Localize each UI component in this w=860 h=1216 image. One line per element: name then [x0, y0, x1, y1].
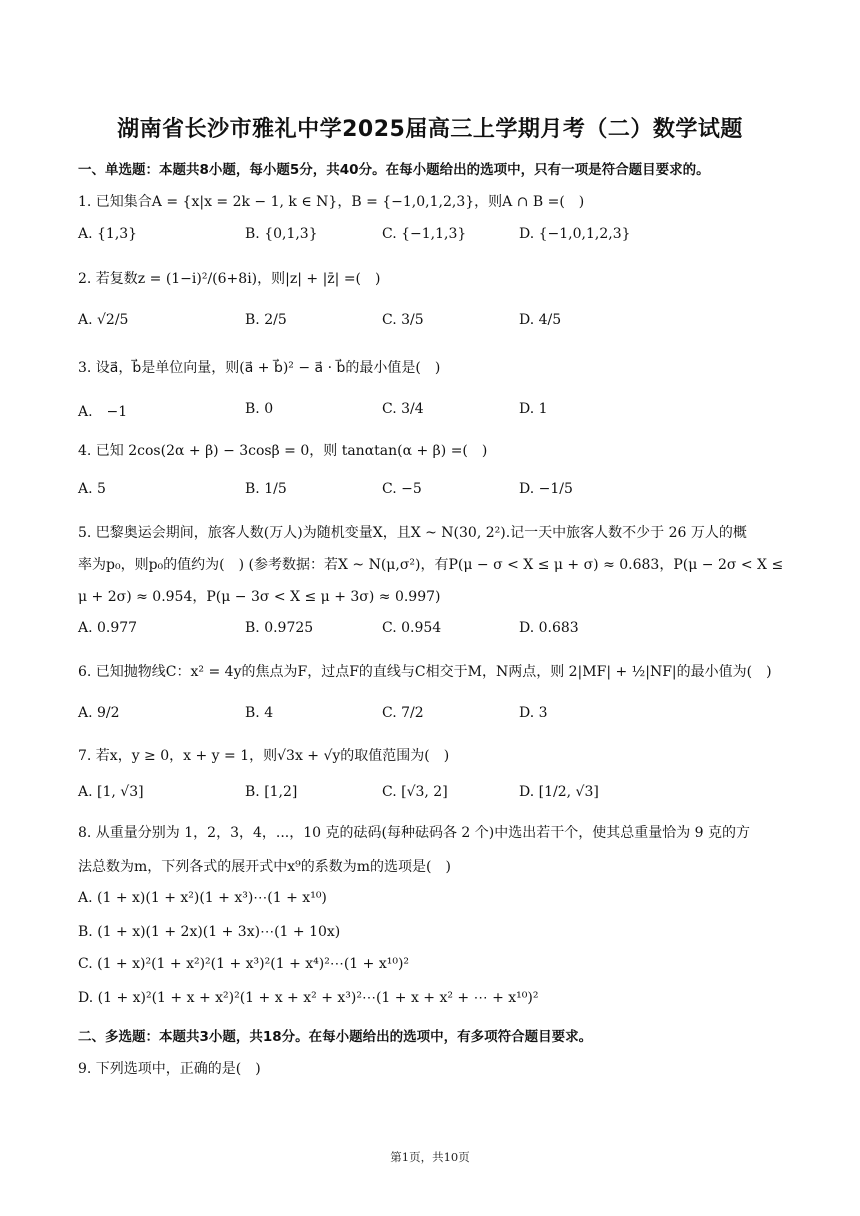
q4-option-b: B. 1/5 [245, 481, 287, 497]
q4-option-a: A. 5 [78, 481, 106, 497]
question-9-stem: 9. 下列选项中，正确的是( ) [78, 1061, 261, 1077]
page-title: 湖南省长沙市雅礼中学2025届高三上学期月考（二）数学试题 [117, 117, 743, 142]
q3-option-a: A. −1 [78, 404, 128, 420]
q5-option-a: A. 0.977 [78, 620, 138, 636]
q7-option-b: B. [1,2] [245, 784, 298, 800]
q8-option-c: C. (1 + x)²(1 + x²)²(1 + x³)²(1 + x⁴)²⋯(1 + x¹⁰)² [78, 956, 410, 972]
q2-option-a: A. √2/5 [78, 312, 129, 328]
q1-option-c: C. {−1,1,3} [382, 226, 467, 242]
question-3-stem: 3. 设a⃗，b⃗是单位向量，则(a⃗ + b⃗)² − a⃗ · b⃗的最小值是( ) [78, 360, 441, 376]
question-5-stem-line-3: μ + 2σ) ≈ 0.954，P(μ − 3σ < X ≤ μ + 3σ) ≈ 0.997) [78, 589, 441, 605]
q7-option-a: A. [1, √3] [78, 784, 144, 800]
page-footer: 第1页，共10页 [390, 1150, 470, 1164]
q7-option-c: C. [√3, 2] [382, 784, 448, 800]
q6-option-c: C. 7/2 [382, 705, 424, 721]
question-2-stem: 2. 若复数z = (1−i)²/(6+8i)，则|z| + |z̄| =( ) [78, 271, 381, 287]
question-5-stem-line-1: 5. 巴黎奥运会期间，旅客人数(万人)为随机变量X，且X ~ N(30, 2²).记一天中旅客人数不少于 26 万人的概 [78, 525, 747, 541]
q5-option-b: B. 0.9725 [245, 620, 314, 636]
q4-option-d: D. −1/5 [519, 481, 573, 497]
q8-option-b: B. (1 + x)(1 + 2x)(1 + 3x)⋯(1 + 10x) [78, 924, 341, 940]
q1-option-d: D. {−1,0,1,2,3} [519, 226, 631, 242]
q1-option-b: B. {0,1,3} [245, 226, 318, 242]
question-6-stem: 6. 已知抛物线C：x² = 4y的焦点为F，过点F的直线与C相交于M，N两点，则 2|MF| + ½|NF|的最小值为( ) [78, 664, 772, 680]
q6-option-b: B. 4 [245, 705, 274, 721]
question-7-stem: 7. 若x，y ≥ 0，x + y = 1，则√3x + √y的取值范围为( ) [78, 748, 450, 764]
q8-option-d: D. (1 + x)²(1 + x + x²)²(1 + x + x² + x³)²⋯(1 + x + x² + ⋯ + x¹⁰)² [78, 990, 539, 1006]
q7-option-d: D. [1/2, √3] [519, 784, 599, 800]
q6-option-d: D. 3 [519, 705, 548, 721]
q5-option-d: D. 0.683 [519, 620, 579, 636]
question-1-stem: 1. 已知集合A = {x|x = 2k − 1, k ∈ N}，B = {−1,0,1,2,3}，则A ∩ B =( ) [78, 194, 585, 210]
q6-option-a: A. 9/2 [78, 705, 120, 721]
q3-option-d: D. 1 [519, 401, 548, 417]
q5-option-c: C. 0.954 [382, 620, 442, 636]
q1-option-a: A. {1,3} [78, 226, 138, 242]
q2-option-d: D. 4/5 [519, 312, 562, 328]
section-1-heading: 一、单选题：本题共8小题，每小题5分，共40分。在每小题给出的选项中，只有一项是符合题目要求的。 [78, 162, 710, 178]
q2-option-c: C. 3/5 [382, 312, 424, 328]
section-2-heading: 二、多选题：本题共3小题，共18分。在每小题给出的选项中，有多项符合题目要求。 [78, 1029, 593, 1045]
q8-option-a: A. (1 + x)(1 + x²)(1 + x³)⋯(1 + x¹⁰) [78, 890, 327, 906]
q4-option-c: C. −5 [382, 481, 422, 497]
question-8-stem-line-1: 8. 从重量分别为 1，2，3，4，...，10 克的砝码(每种砝码各 2 个)中选出若干个，使其总重量恰为 9 克的方 [78, 825, 751, 841]
q2-option-b: B. 2/5 [245, 312, 287, 328]
question-4-stem: 4. 已知 2cos(2α + β) − 3cosβ = 0，则 tanαtan(α + β) =( ) [78, 443, 488, 459]
question-5-stem-line-2: 率为p₀，则p₀的值约为( ) (参考数据：若X ~ N(μ,σ²)，有P(μ − σ < X ≤ μ + σ) ≈ 0.683，P(μ − 2σ < X ≤ [78, 557, 784, 573]
question-8-stem-line-2: 法总数为m，下列各式的展开式中x⁹的系数为m的选项是( ) [78, 859, 451, 875]
q3-option-b: B. 0 [245, 401, 274, 417]
q3-option-c: C. 3/4 [382, 401, 424, 417]
